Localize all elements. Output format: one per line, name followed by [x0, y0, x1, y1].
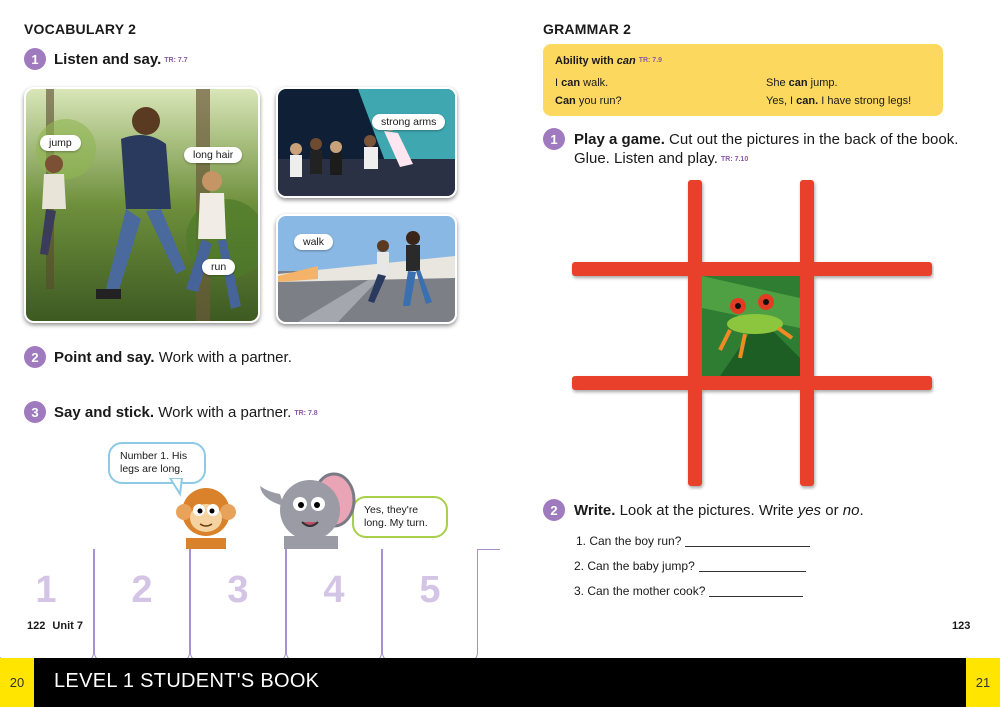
activity-3-text: Work with a partner.	[154, 404, 292, 421]
label-strong-arms: strong arms	[372, 114, 445, 130]
footer-bar	[0, 658, 1000, 707]
frog-picture	[702, 276, 800, 376]
answer-line-3[interactable]	[709, 596, 803, 597]
photo-kids-running	[24, 87, 260, 323]
ex1-a: I	[555, 77, 562, 89]
grammar-example-1	[555, 77, 608, 89]
sticker-slot-number: 3	[227, 569, 249, 611]
answer-line-1[interactable]	[685, 546, 810, 547]
question-2-text: 2. Can the baby jump?	[574, 559, 695, 573]
sticker-slot-5[interactable]	[382, 549, 478, 661]
activity-number-1: 1	[24, 48, 46, 70]
activity-number-2: 2	[24, 346, 46, 368]
period: .	[859, 502, 864, 519]
grammar-box	[543, 44, 943, 116]
elephant-speech-text: Yes, they're long. My turn.	[364, 504, 428, 529]
sticker-slot-number: 5	[419, 569, 441, 611]
ex1-c: walk.	[580, 77, 609, 89]
elephant-illustration	[254, 466, 358, 550]
sticker-slot-number: 1	[35, 569, 57, 611]
word-yes: yes	[797, 502, 822, 519]
ex2-b: you run?	[575, 95, 622, 107]
label-long-hair: long hair	[184, 147, 242, 163]
sticker-slot-number: 2	[131, 569, 153, 611]
photo-climbing-wall	[276, 87, 457, 198]
activity-3-bold: Say and stick.	[54, 404, 155, 421]
ex4-a: Yes, I	[766, 95, 797, 107]
label-walk: walk	[294, 234, 333, 250]
grammar-activity-2-bold: Write.	[574, 502, 616, 519]
grammar-activity-2-instruction	[574, 501, 864, 520]
ex4-c: I have strong legs!	[818, 95, 912, 107]
grammar-title-text: Ability with	[555, 55, 617, 67]
grammar-activity-2-text: Look at the pictures. Write	[615, 502, 798, 519]
activity-1-instruction	[54, 50, 188, 70]
vocabulary-section-title: VOCABULARY 2	[24, 21, 137, 37]
label-jump: jump	[40, 135, 81, 151]
answer-line-2[interactable]	[699, 571, 806, 572]
activity-2-text: Work with a partner.	[154, 349, 292, 366]
speech-bubble-monkey	[108, 442, 206, 484]
label-run: run	[202, 259, 235, 275]
left-page-number-value: 122	[27, 620, 46, 632]
sticker-slot-1[interactable]	[0, 549, 94, 661]
activity-3-instruction	[54, 403, 318, 423]
track-ref-7-9: TR: 7.9	[638, 57, 663, 64]
grammar-title-can: can	[616, 55, 636, 67]
grammar-example-3	[766, 77, 838, 89]
word-no: no	[842, 502, 860, 519]
grammar-box-title	[555, 55, 662, 67]
grammar-example-4	[766, 95, 911, 107]
sticker-slot-number: 4	[323, 569, 345, 611]
sticker-slot-2[interactable]	[94, 549, 190, 661]
activity-2-instruction	[54, 348, 292, 367]
sticker-slot-3[interactable]	[190, 549, 286, 661]
ex1-b: can	[561, 77, 581, 89]
footer-title: LEVEL 1 STUDENT'S BOOK	[54, 670, 320, 692]
question-3-text: 3. Can the mother cook?	[574, 584, 706, 598]
grammar-example-2	[555, 95, 622, 107]
ex3-c: jump.	[807, 77, 838, 89]
footer-right-page: 21	[966, 658, 1000, 707]
ex3-a: She	[766, 77, 789, 89]
activity-1-bold: Listen and say.	[54, 51, 162, 68]
monkey-illustration	[172, 482, 240, 550]
question-1	[576, 534, 810, 548]
photo-kids-walking	[276, 214, 457, 324]
question-2	[574, 559, 806, 573]
word-or: or	[821, 502, 843, 519]
ex4-b: can.	[796, 95, 819, 107]
grammar-activity-number-1: 1	[543, 128, 565, 150]
ex3-b: can	[788, 77, 808, 89]
grammar-activity-1-text: Cut out the pictures in the back of the book. Glue. Listen and play.	[574, 131, 959, 167]
footer-left-page: 20	[0, 658, 34, 707]
track-ref-7-8: TR: 7.8	[294, 410, 318, 417]
track-ref-7-7: TR: 7.7	[164, 57, 188, 64]
sticker-slot-4[interactable]	[286, 549, 382, 661]
unit-label: Unit 7	[52, 620, 83, 632]
right-page-number: 123	[952, 620, 971, 632]
activity-2-bold: Point and say.	[54, 349, 155, 366]
monkey-speech-text: Number 1. His legs are long.	[120, 450, 188, 475]
question-3	[574, 584, 803, 598]
speech-bubble-elephant	[352, 496, 448, 538]
track-ref-7-10: TR: 7.10	[720, 156, 749, 163]
grammar-activity-number-2: 2	[543, 499, 565, 521]
activity-number-3: 3	[24, 401, 46, 423]
grammar-activity-1-bold: Play a game.	[574, 131, 665, 148]
question-1-text: 1. Can the boy run?	[576, 534, 682, 548]
grammar-activity-1-instruction	[574, 130, 959, 169]
ex2-a: Can	[555, 95, 576, 107]
left-page-number	[27, 620, 86, 632]
tic-tac-toe-grid	[570, 178, 934, 490]
grammar-section-title: GRAMMAR 2	[543, 21, 632, 37]
